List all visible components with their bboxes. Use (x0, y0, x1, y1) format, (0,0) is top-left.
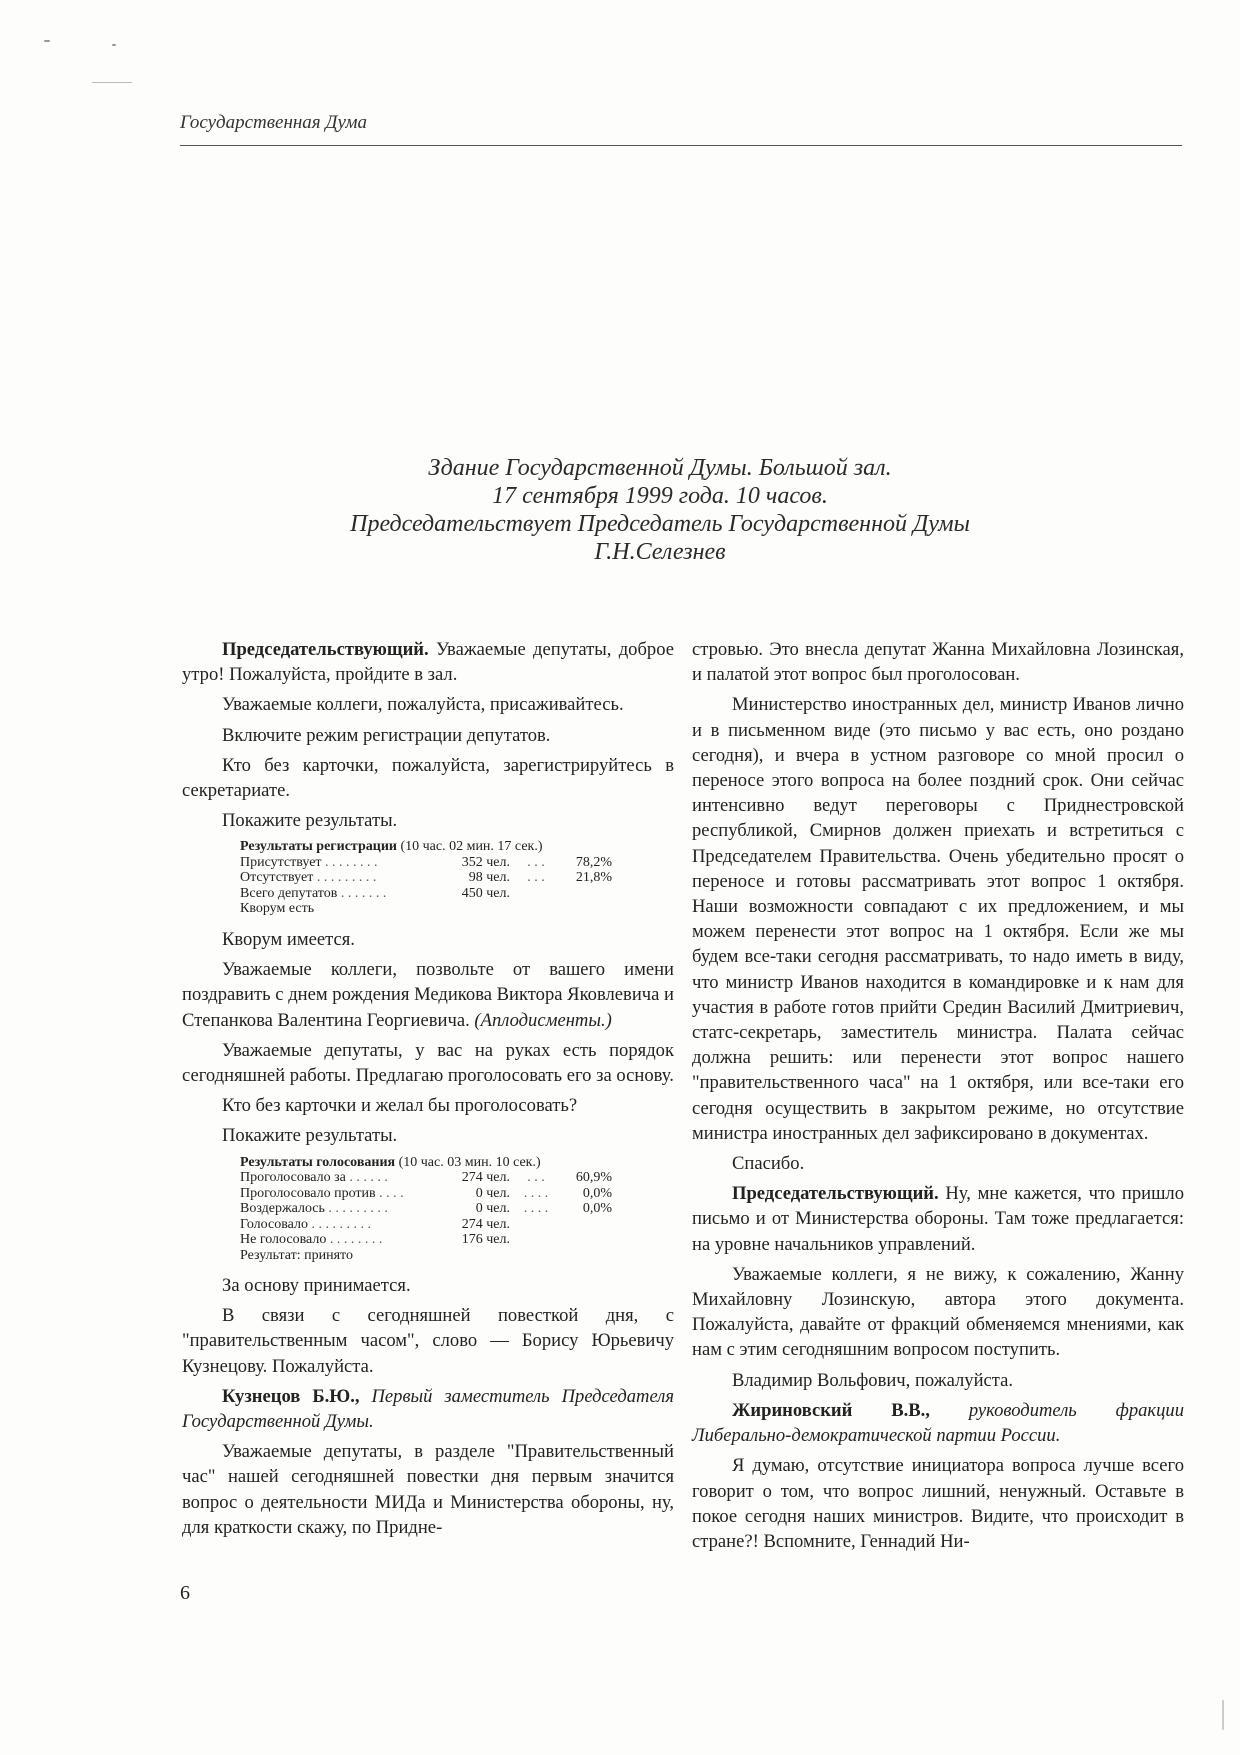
voting-results-table (240, 1155, 674, 1264)
paragraph-text: Уважаемые депутаты, доброе утро! Пожалуйста, пройдите в зал. (182, 639, 674, 686)
paragraph: Покажите результаты. (222, 1125, 398, 1147)
speaker-name: Председательствующий. (732, 1183, 939, 1205)
stage-direction: (Аплодисменты.) (474, 1009, 612, 1031)
table-row: Не голосовало . . . . . . . . 176 чел. (240, 1232, 510, 1248)
paragraph: Уважаемые коллеги, позвольте от вашего имени поздравить с днем рождения Медикова Виктора Яковлевича и Степанкова Валентина Георгиевича. (Аплодисменты.) (182, 959, 674, 1031)
table-row: Отсутствует . . . . . . . . . 98 чел. . . . 21,8% (240, 870, 612, 886)
paragraph: Уважаемые депутаты, у вас на руках есть порядок сегодняшней работы. Предлагаю проголосовать его за основу. (182, 1039, 674, 1086)
table-row: Всего депутатов . . . . . . . 450 чел. (240, 885, 510, 901)
paragraph (692, 1181, 1184, 1257)
paragraph: Уважаемые коллеги, пожалуйста, присаживайтесь. (222, 694, 624, 716)
paragraph: Кто без карточки и желал бы проголосовать? (222, 1095, 578, 1117)
paragraph: Уважаемые депутаты, в разделе "Правительственный час" нашей сегодняшней повестки дня первым значится вопрос о деятельности МИДа и Министерства обороны, ну, для краткости скажу, по Придне- (182, 1441, 674, 1538)
speaker-name: Председательствующий. (222, 639, 429, 660)
speaker-role: руководитель фракции Либерально-демократической партии России. (692, 1399, 1185, 1447)
table-result: Кворум есть (240, 901, 315, 917)
paragraph: Спасибо. (732, 1153, 805, 1175)
table-row: Присутствует . . . . . . . . 352 чел. . . . 78,2% (240, 854, 612, 870)
paragraph-text: Ну, мне кажется, что пришло письмо и от Министерства обороны. Там тоже предлагается: на уровне начальников управлений. (692, 1183, 1184, 1255)
speaker-name: Кузнецов Б.Ю., (222, 1385, 360, 1407)
session-header-line: Г.Н.Селезнев (594, 539, 726, 565)
paragraph: стровью. Это внесла депутат Жанна Михайловна Лозинская, и палатой этот вопрос был проголосован. (692, 639, 1184, 686)
paragraph: Я думаю, отсутствие инициатора вопроса лучше всего говорит о том, что вопрос лишний, ненужный. Оставьте в покое сегодня наших министров. Видите, что происходит в стране?! Вспомните, Геннадий Ни- (692, 1455, 1184, 1552)
paragraph: Кворум имеется. (222, 928, 355, 950)
paragraph: В связи с сегодняшней повесткой дня, с "правительственным часом", слово — Борису Юрьевичу Кузнецову. Пожалуйста. (182, 1305, 674, 1377)
paragraph: Министерство иностранных дел, министр Иванов лично и в письменном виде (это письмо у вас есть, оно роздано сегодня), и вчера в устном разговоре со мной просил о переносе этого вопроса на более поздний срок. Они сейчас интенсивно ведут переговоры с Приднестровской республикой, Смирнов должен приехать и встретиться с Председателем Правительства. Очень убедительно просят о переносе и готовы рассматривать этот вопрос 1 октября. Наши возможности совпадают с их предложением, и мы можем перенести этот вопрос на 1 октября. Если же мы будем все-таки сегодня рассматривать, то надо иметь в виду, что министр Иванов находится в командировке и к нам для участия в работе готов прийти Средин Василий Дмитриевич, статс-секретарь, заместитель министра. Палата сейчас должна решить: или перенести этот вопрос нашего "правительственного часа" на 1 октября, или все-таки его сегодня осуществить в закрытом режиме, но отсутствие министра иностранных дел зафиксировано в документах. (692, 694, 1184, 1144)
session-header-line: Здание Государственной Думы. Большой зал. (428, 455, 892, 481)
table-result: Результат: принято (240, 1247, 353, 1263)
table-row: Воздержалось . . . . . . . . . 0 чел. . . . . 0,0% (240, 1201, 612, 1217)
table-row: Проголосовало за . . . . . . 274 чел. . . . 60,9% (240, 1170, 612, 1186)
table-title: Результаты регистрации (10 час. 02 мин. 17 сек.) (240, 839, 543, 855)
speaker-name: Жириновский В.В., (732, 1399, 930, 1421)
page-number: 6 (180, 1582, 190, 1604)
header-rule (180, 145, 1182, 146)
speaker-role: Первый заместитель Председателя Государственной Думы. (182, 1385, 674, 1433)
right-column (692, 637, 1184, 1559)
paragraph: Покажите результаты. (222, 810, 398, 832)
table-row: Проголосовало против . . . . 0 чел. . . . . 0,0% (240, 1185, 612, 1201)
paragraph: Кто без карточки, пожалуйста, зарегистрируйтесь в секретариате. (182, 754, 674, 802)
session-header (300, 454, 1020, 566)
paragraph: Уважаемые коллеги, я не вижу, к сожалению, Жанну Михайловну Лозинскую, автора этого документа. Пожалуйста, давайте от фракций обменяемся мнениями, как нам с этим сегодняшним вопросом поступить. (692, 1263, 1184, 1361)
paragraph (182, 1384, 674, 1434)
registration-results-table (240, 839, 674, 917)
session-header-line: Председательствует Председатель Государственной Думы (350, 511, 970, 537)
left-column (182, 637, 674, 1545)
paragraph (692, 1398, 1184, 1448)
table-row: Голосовало . . . . . . . . . 274 чел. (240, 1216, 510, 1232)
paragraph: Включите режим регистрации депутатов. (222, 724, 551, 746)
paragraph: За основу принимается. (222, 1275, 411, 1297)
paragraph (182, 637, 674, 687)
session-header-line: 17 сентября 1999 года. 10 часов. (492, 483, 828, 509)
running-head: Государственная Дума (180, 112, 368, 133)
table-title: Результаты голосования (10 час. 03 мин. 10 сек.) (240, 1154, 541, 1170)
paragraph: Владимир Вольфович, пожалуйста. (732, 1369, 1014, 1391)
